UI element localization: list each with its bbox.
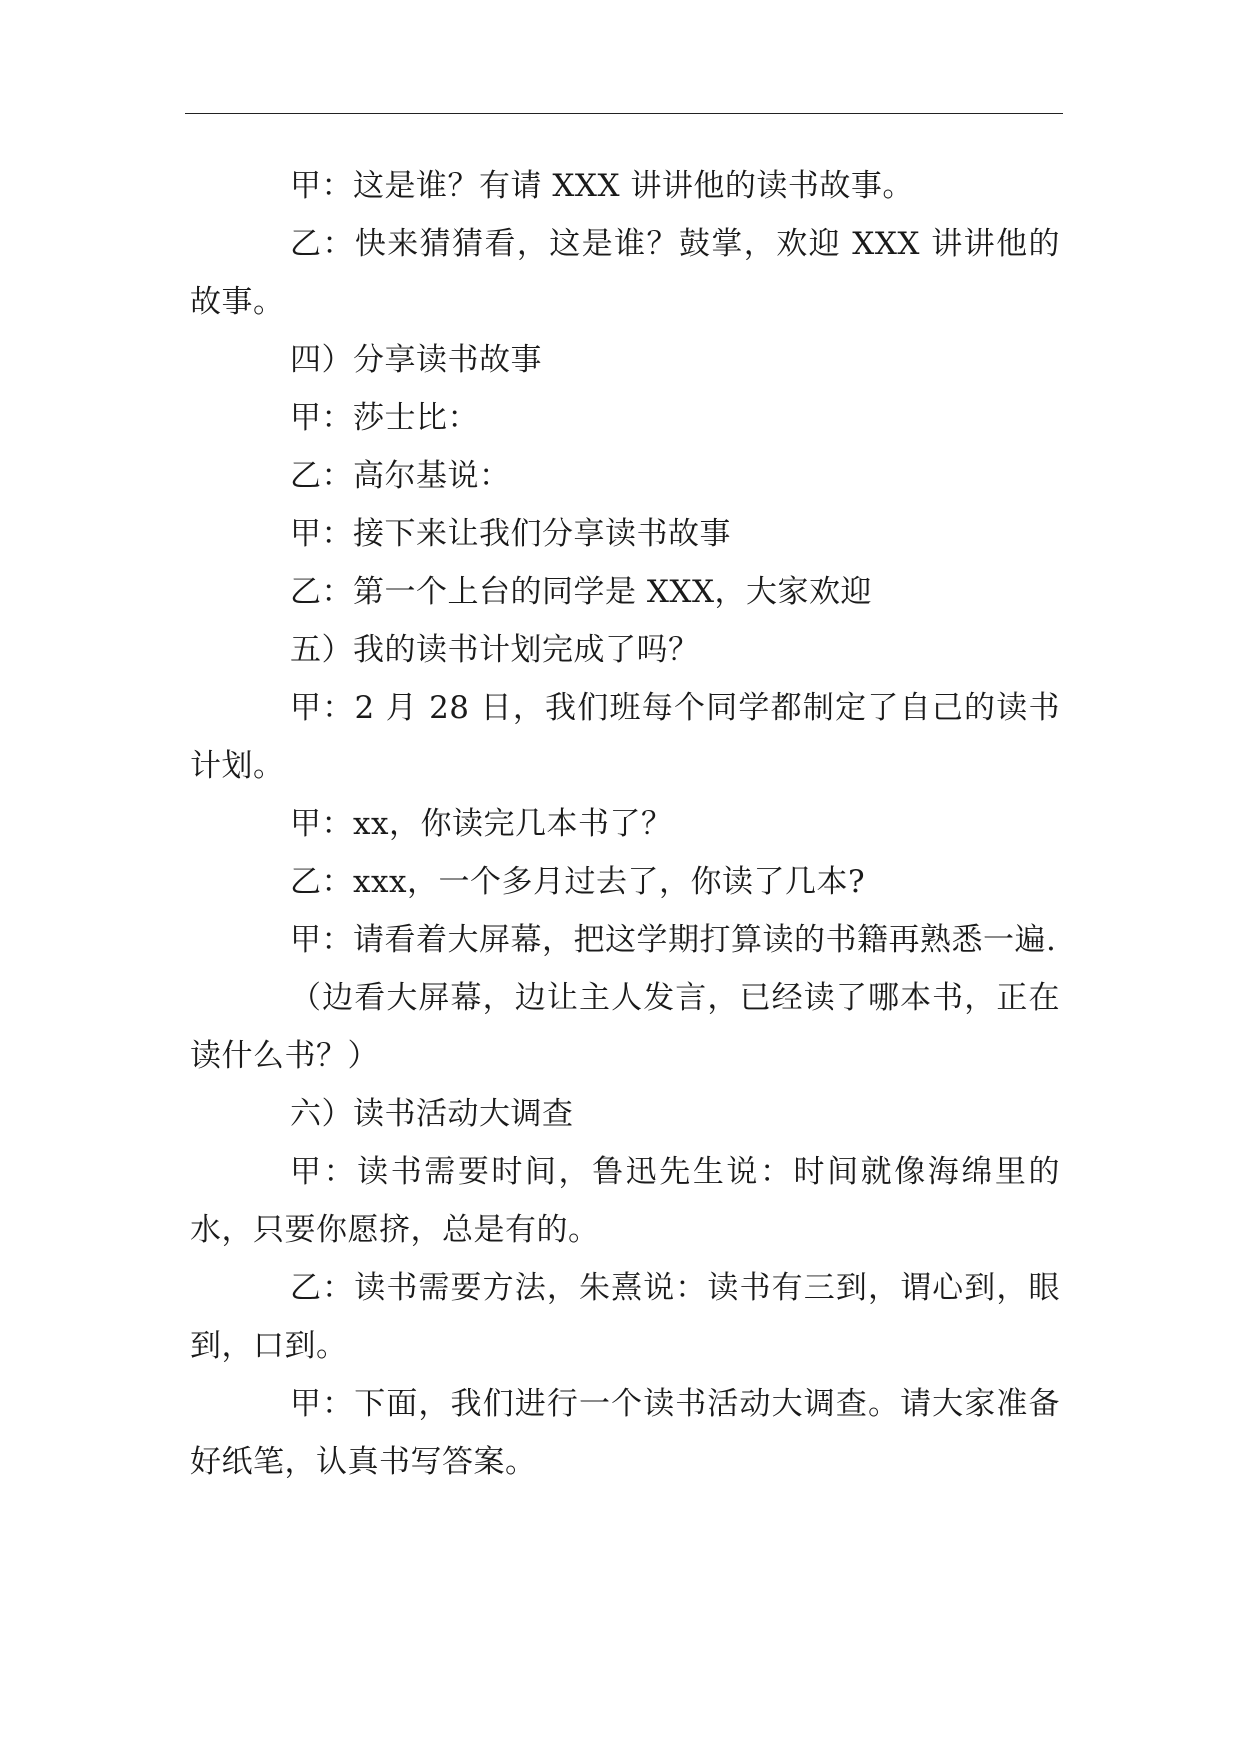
paragraph: 乙：快来猜猜看，这是谁？鼓掌，欢迎 XXX 讲讲他的故事。 [190, 226, 1060, 320]
paragraph: 甲：接下来让我们分享读书故事 [290, 516, 731, 552]
paragraph: 乙：第一个上台的同学是 XXX，大家欢迎 [290, 574, 873, 610]
paragraph: 乙：xxx，一个多月过去了，你读了几本? [290, 864, 866, 900]
section-heading: 五）我的读书计划完成了吗？ [290, 632, 700, 668]
paragraph: 甲：下面，我们进行一个读书活动大调查。请大家准备好纸笔，认真书写答案。 [190, 1386, 1060, 1480]
header-rule [185, 113, 1063, 114]
paragraph: 甲：这是谁？有请 XXX 讲讲他的读书故事。 [290, 168, 914, 204]
stage-direction: （边看大屏幕，边让主人发言，已经读了哪本书，正在读什么书？） [190, 980, 1060, 1074]
section-heading: 四）分享读书故事 [290, 342, 542, 378]
paragraph: 甲：莎士比： [290, 400, 479, 436]
paragraph: 乙：高尔基说： [290, 458, 511, 494]
paragraph: 甲：读书需要时间，鲁迅先生说：时间就像海绵里的水，只要你愿挤，总是有的。 [190, 1154, 1060, 1248]
paragraph: 乙：读书需要方法，朱熹说：读书有三到，谓心到，眼到，口到。 [190, 1270, 1060, 1364]
paragraph: 甲：xx，你读完几本书了？ [290, 806, 673, 842]
document-body [190, 157, 1060, 1491]
paragraph: 甲：请看着大屏幕，把这学期打算读的书籍再熟悉一遍. [290, 922, 1057, 958]
paragraph: 甲：2 月 28 日，我们班每个同学都制定了自己的读书计划。 [190, 690, 1060, 784]
section-heading: 六）读书活动大调查 [290, 1096, 574, 1132]
